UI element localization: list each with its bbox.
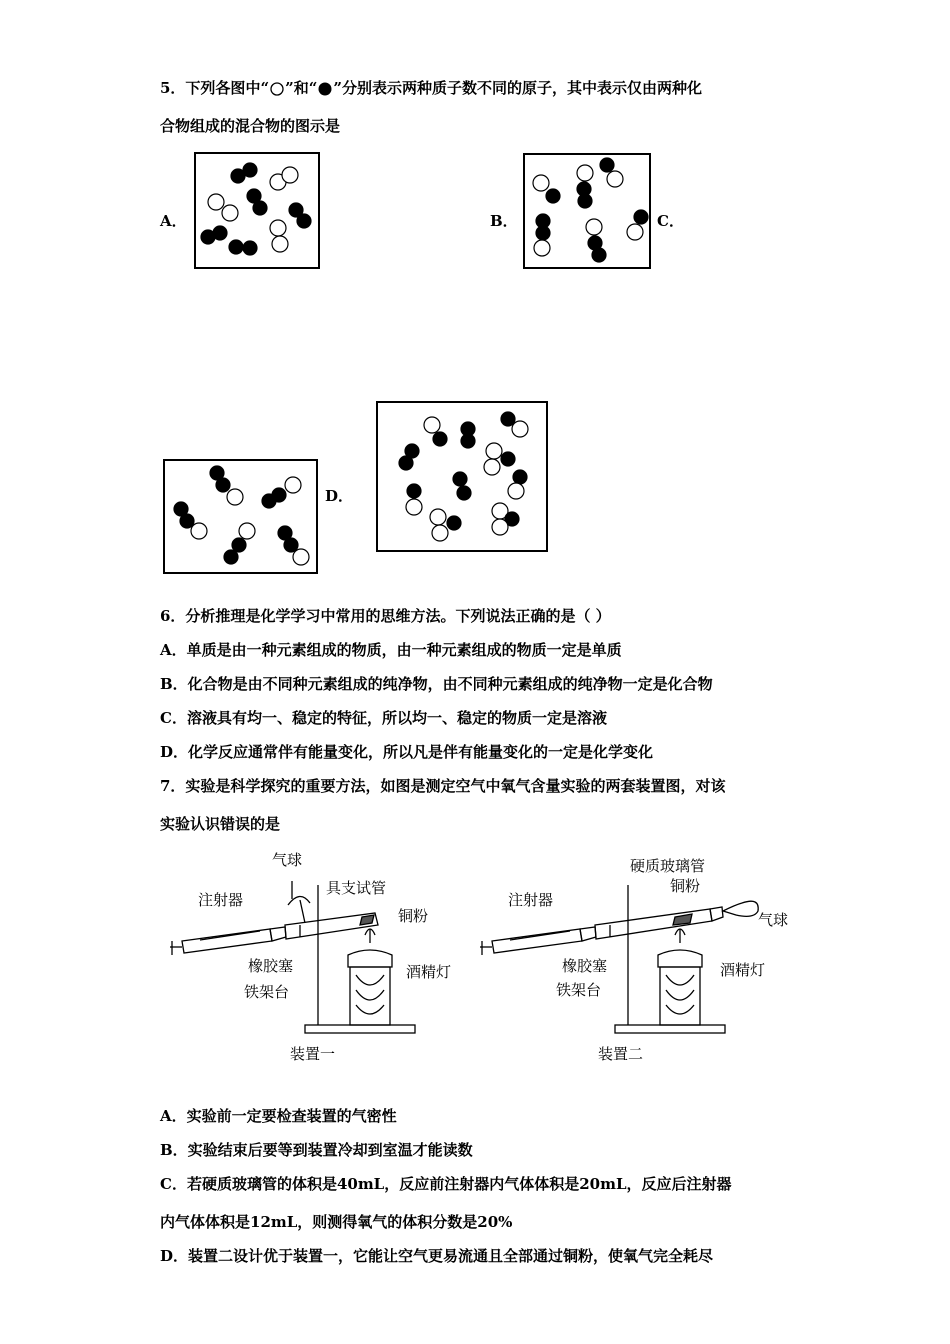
q5-diagram-a <box>194 152 320 269</box>
q6-stem: 6．分析推理是化学学习中常用的思维方法。下列说法正确的是（ ） <box>160 607 611 625</box>
q7-option-a: A．实验前一定要检查装置的气密性 <box>160 1107 397 1125</box>
apparatus-one-syringe-label: 注射器 <box>198 891 244 909</box>
black-atom-icon <box>317 81 333 97</box>
q5-option-d-label: D． <box>325 487 354 505</box>
apparatus-two-syringe-label: 注射器 <box>508 891 554 909</box>
apparatus-two-drawing <box>470 845 800 1070</box>
apparatus-two-stopper-label: 橡胶塞 <box>562 957 608 975</box>
white-atom-icon <box>269 81 285 97</box>
q7-stem-line1: 7．实验是科学探究的重要方法，如图是测定空气中氧气含量实验的两套装置图，对该 <box>160 777 726 795</box>
particle-diagram-a <box>196 154 318 267</box>
apparatus-two-copper-label: 铜粉 <box>670 877 701 895</box>
q5-diagram-d <box>376 401 548 552</box>
particle-diagram-d <box>378 403 546 550</box>
apparatus-one-tube-label: 具支试管 <box>326 879 387 897</box>
q7-option-c-line1: C．若硬质玻璃管的体积是40mL，反应前注射器内气体体积是20mL，反应后注射器 <box>160 1175 732 1193</box>
apparatus-two-tube-label: 硬质玻璃管 <box>630 857 706 875</box>
apparatus-one-copper-label: 铜粉 <box>398 907 429 925</box>
apparatus-one-caption: 装置一 <box>290 1045 336 1063</box>
q6-option-d: D．化学反应通常伴有能量变化，所以凡是伴有能量变化的一定是化学变化 <box>160 743 654 761</box>
q5-option-c-label: C． <box>657 212 684 230</box>
apparatus-two-stand-label: 铁架台 <box>556 981 602 999</box>
particle-diagram-b <box>525 155 649 267</box>
apparatus-two-caption: 装置二 <box>598 1045 644 1063</box>
q5-stem-line1: 5．下列各图中“ ”和“ ”分别表示两种质子数不同的原子，其中表示仅由两种化 <box>160 79 702 97</box>
q7-option-d: D．装置二设计优于装置一，它能让空气更易流通且全部通过铜粉，使氧气完全耗尽 <box>160 1247 714 1265</box>
apparatus-two-balloon-label: 气球 <box>758 911 789 929</box>
apparatus-one-stopper-label: 橡胶塞 <box>248 957 294 975</box>
apparatus-one-figure <box>160 845 480 1070</box>
apparatus-two-figure <box>470 845 800 1070</box>
apparatus-two-lamp-label: 酒精灯 <box>720 961 766 979</box>
q5-diagram-b <box>523 153 651 269</box>
q5-option-b-label: B． <box>490 212 518 230</box>
q7-stem-line2: 实验认识错误的是 <box>160 815 281 833</box>
apparatus-one-lamp-label: 酒精灯 <box>406 963 452 981</box>
q5-option-a-label: A． <box>160 212 187 230</box>
q7-option-b: B．实验结束后要等到装置冷却到室温才能读数 <box>160 1141 473 1159</box>
q6-option-b: B．化合物是由不同种元素组成的纯净物，由不同种元素组成的纯净物一定是化合物 <box>160 675 713 693</box>
particle-diagram-c <box>165 461 316 572</box>
q7-option-c-line2: 内气体体积是12mL，则测得氧气的体积分数是20% <box>160 1213 513 1231</box>
q6-option-a: A．单质是由一种元素组成的物质，由一种元素组成的物质一定是单质 <box>160 641 622 659</box>
apparatus-one-drawing <box>160 845 480 1070</box>
q5-stem-line2: 合物组成的混合物的图示是 <box>160 117 341 135</box>
q6-option-c: C．溶液具有均一、稳定的特征，所以均一、稳定的物质一定是溶液 <box>160 709 607 727</box>
q5-diagram-c <box>163 459 318 574</box>
apparatus-one-balloon-label: 气球 <box>272 851 303 869</box>
apparatus-one-stand-label: 铁架台 <box>244 983 290 1001</box>
